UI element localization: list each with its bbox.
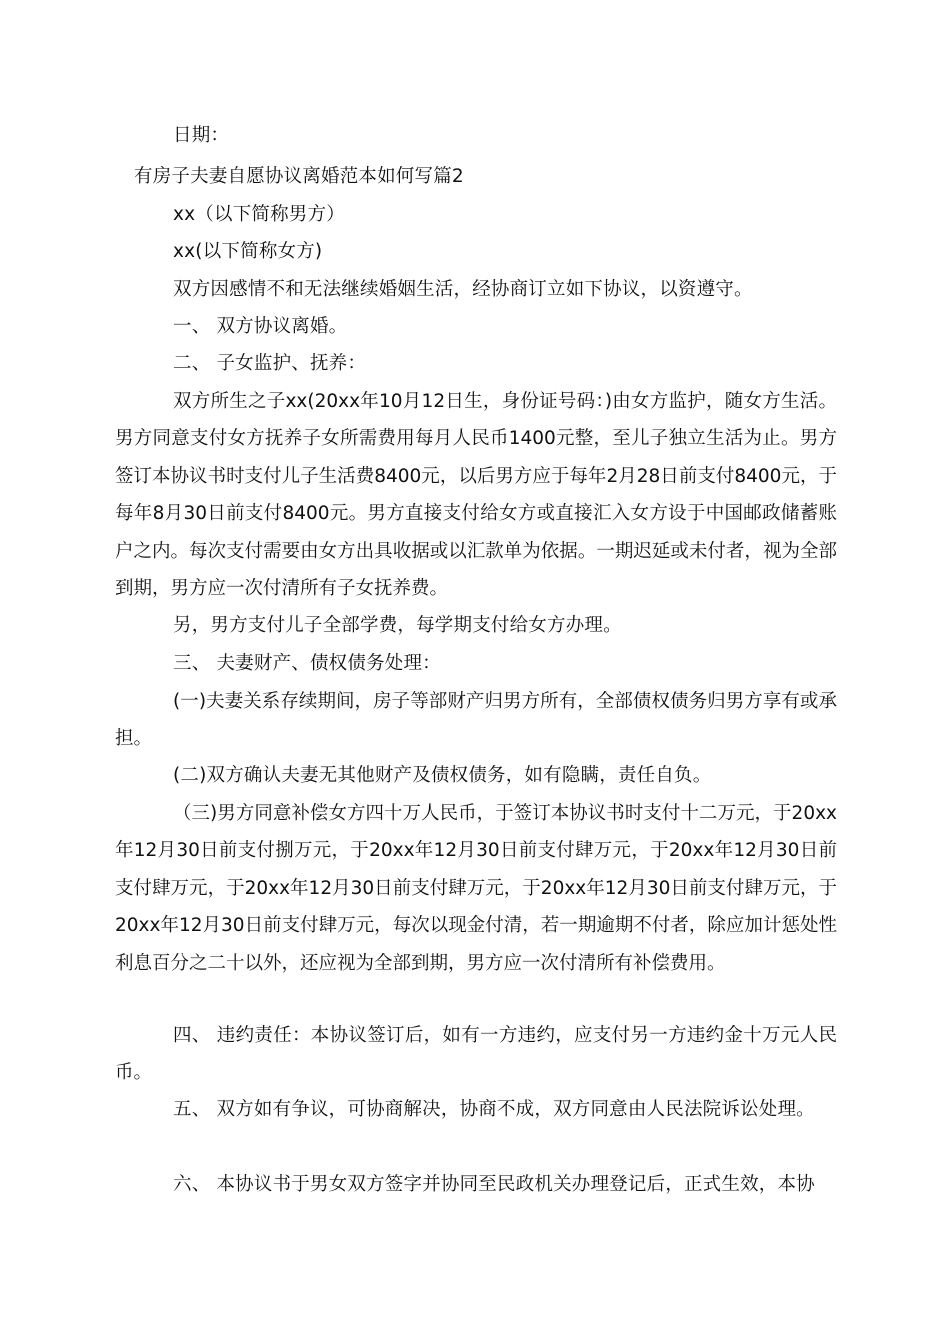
section-6: 六、 本协议书于男女双方签字并协同至民政机关办理登记后，正式生效，本协 [173, 1174, 815, 1195]
party-male: xx（以下简称男方） [173, 204, 345, 225]
preamble: 双方因感情不和无法继续婚姻生活，经协商订立如下协议，以资遵守。 [173, 279, 753, 300]
section-2-title: 二、 子女监护、抚养： [173, 353, 367, 374]
section-3-item-3: （三)男方同意补偿女方四十万人民币，于签订本协议书时支付十二万元，于20xx年12月30日前支付捌万元，于20xx年12月30日前支付肆万元，于20xx年12月30日前支付肆万元，于20xx年12月30日前支付肆万元，于20xx年12月30日前支付肆万元，于20xx年12月30日前支付肆万元，每次以现金付清，若一期逾期不付者，除应加计惩处性利息百分之二十以外，还应视为全部到期，男方应一次付清所有补偿费用。 [115, 803, 837, 974]
section-3-title: 三、 夫妻财产、债权债务处理： [173, 653, 441, 674]
section-2-body: 双方所生之子xx(20xx年10月12日生，身份证号码：)由女方监护，随女方生活。男方同意支付女方抚养子女所需费用每月人民币1400元整，至儿子独立生活为止。男方签订本协议书时支付儿子生活费8400元，以后男方应于每年2月28日前支付8400元，于每年8月30日前支付8400元。男方直接支付给女方或直接汇入女方设于中国邮政储蓄账户之内。每次支付需要由女方出具收据或以汇款单为依据。一期迟延或未付者，视为全部到期，男方应一次付清所有子女抚养费。 [115, 391, 837, 600]
section-5: 五、 双方如有争议，可协商解决，协商不成，双方同意由人民法院诉讼处理。 [173, 1099, 815, 1120]
section-3-item-2: (二)双方确认夫妻无其他财产及债权债务，如有隐瞒，责任自负。 [173, 765, 712, 786]
date-label: 日期： [173, 125, 230, 146]
section-3-item-1: (一)夫妻关系存续期间，房子等部财产归男方所有，全部债权债务归男方享有或承担。 [115, 691, 837, 750]
section-1: 一、 双方协议离婚。 [173, 316, 348, 337]
party-female: xx(以下简称女方) [173, 241, 323, 262]
document-title: 有房子夫妻自愿协议离婚范本如何写篇2 [134, 166, 464, 187]
section-2-extra: 另，男方支付儿子全部学费，每学期支付给女方办理。 [173, 615, 622, 636]
section-4: 四、 违约责任：本协议签订后，如有一方违约，应支付另一方违约金十万元人民币。 [115, 1025, 837, 1084]
